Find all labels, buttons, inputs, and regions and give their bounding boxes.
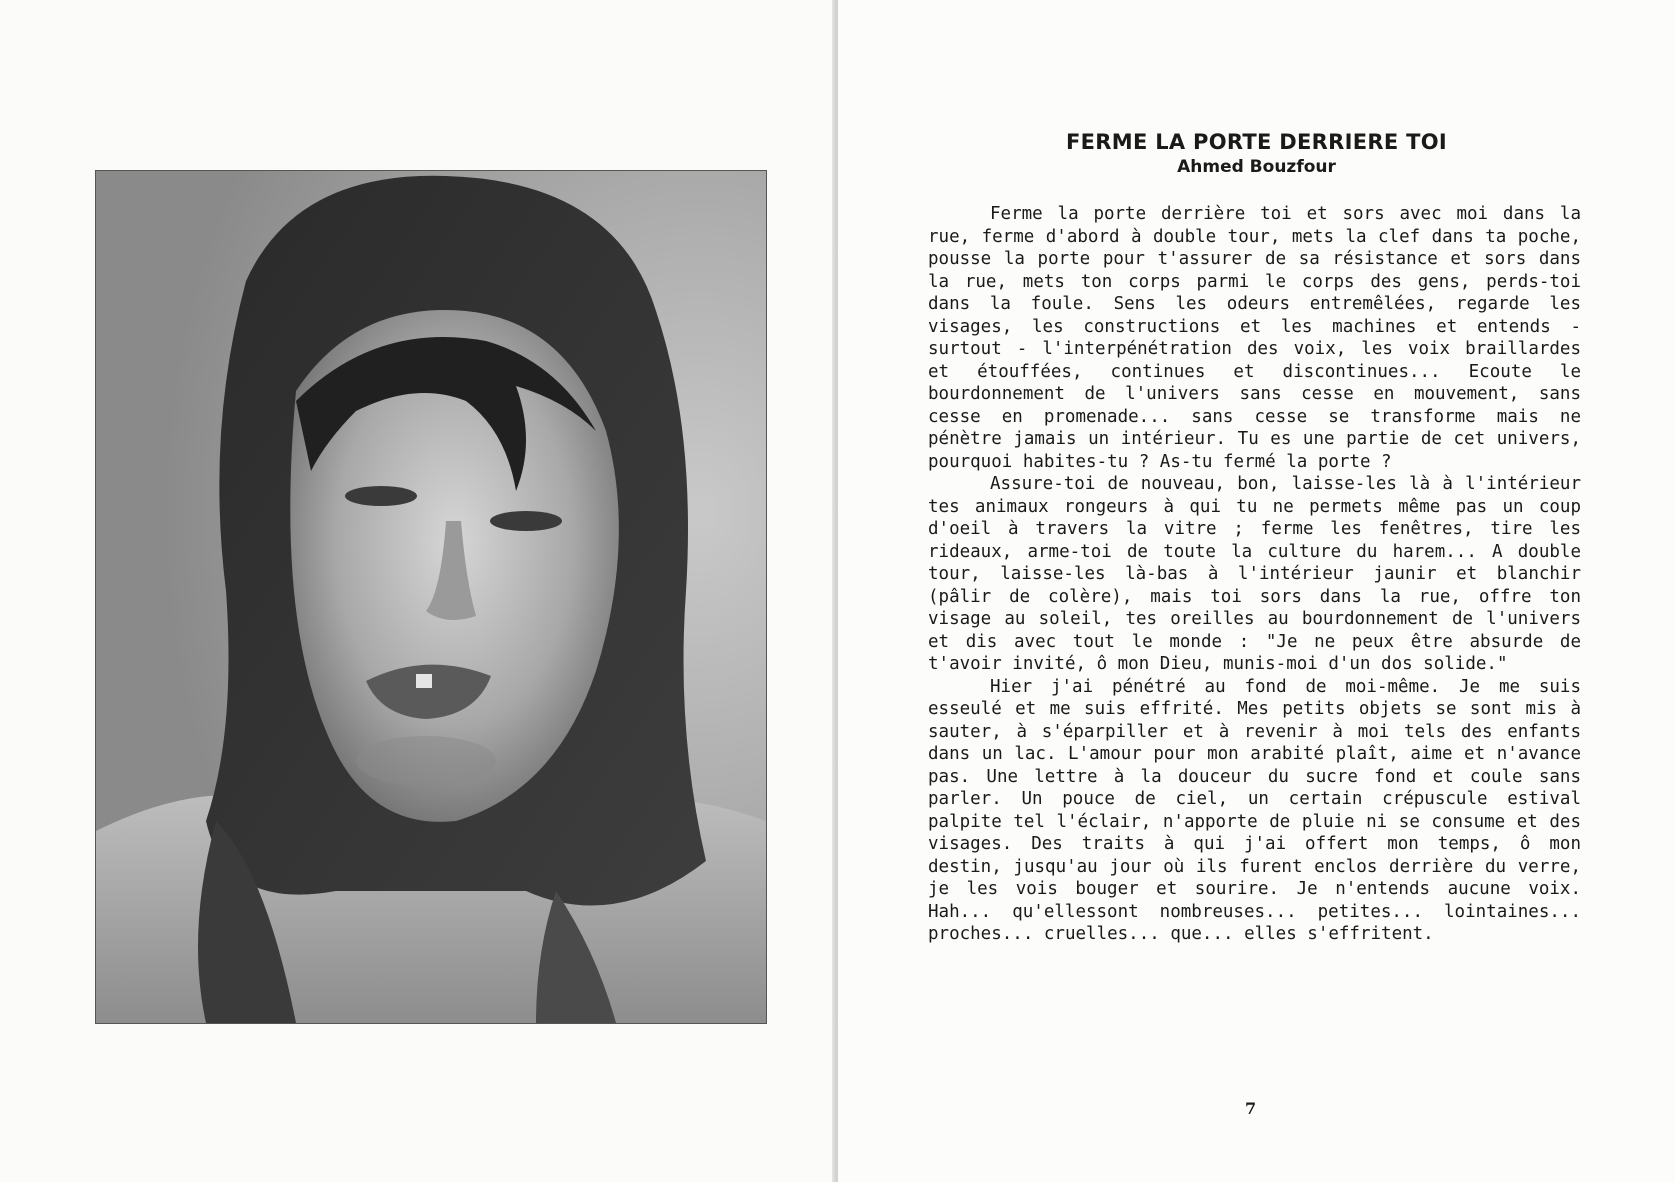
- portrait-image: [96, 171, 766, 1023]
- article-author: Ahmed Bouzfour: [1177, 157, 1336, 177]
- page-number: 7: [1245, 1099, 1257, 1118]
- child-portrait-photo: [96, 171, 766, 1023]
- article-title: FERME LA PORTE DERRIERE TOI: [1065, 130, 1447, 154]
- paragraph: Hier j'ai pénétré au fond de moi-même. Je me suis esseulé et me suis effrité. Mes petits objets se sont mis à sauter, à s'éparpiller et à revenir à moi tels des enfants dans un lac. L'amour pour mon arabité plaît, aime et n'avance pas. Une lettre à la douceur du sucre fond et coule sans parler. Un pouce de ciel, un certain crépuscule estival palpite tel l'éclair, n'apporte de pluie ni se consume et des visages. Des traits à qui j'ai offert mon temps, ô mon destin, jusqu'au jour où ils furent enclos derrière du verre, je les vois bouger et sourire. Je n'entends aucune voix. Hah... qu'ellessont nombreuses... petites... lointaines... proches... cruelles... que... elles s'effritent.: [928, 676, 1581, 944]
- article-body: [928, 203, 1581, 946]
- left-page: [0, 0, 836, 1182]
- paragraph: Assure-toi de nouveau, bon, laisse-les là à l'intérieur tes animaux rongeurs à qui tu ne permets même pas un coup d'oeil à travers la vitre ; ferme les fenêtres, tire les rideaux, arme-toi de toute la culture du harem... A double tour, laisse-les là-bas à l'intérieur jaunir et blanchir (pâlir de colère), mais toi sors dans la rue, offre ton visage au soleil, tes oreilles au bourdonnement de l'univers et dis avec tout le monde : "Je ne peux être absurde de t'avoir invité, ô mon Dieu, munis-moi d'un dos solide.": [928, 474, 1581, 674]
- paragraph: Ferme la porte derrière toi et sors avec moi dans la rue, ferme d'abord à double tour, mets la clef dans ta poche, pousse la porte pour t'assurer de sa résistance et sors dans la rue, mets ton corps parmi le corps des gens, perds-toi dans la foule. Sens les odeurs entremêlées, regarde les visages, les constructions et les machines et entends - surtout - l'interpénétration des voix, les voix braillardes et étouffées, continues et discontinues... Ecoute le bourdonnement de l'univers sans cesse en mouvement, sans cesse en promenade... sans cesse se transforme mais ne pénètre jamais un intérieur. Tu es une partie de cet univers, pourquoi habites-tu ? As-tu fermé la porte ?: [928, 204, 1581, 472]
